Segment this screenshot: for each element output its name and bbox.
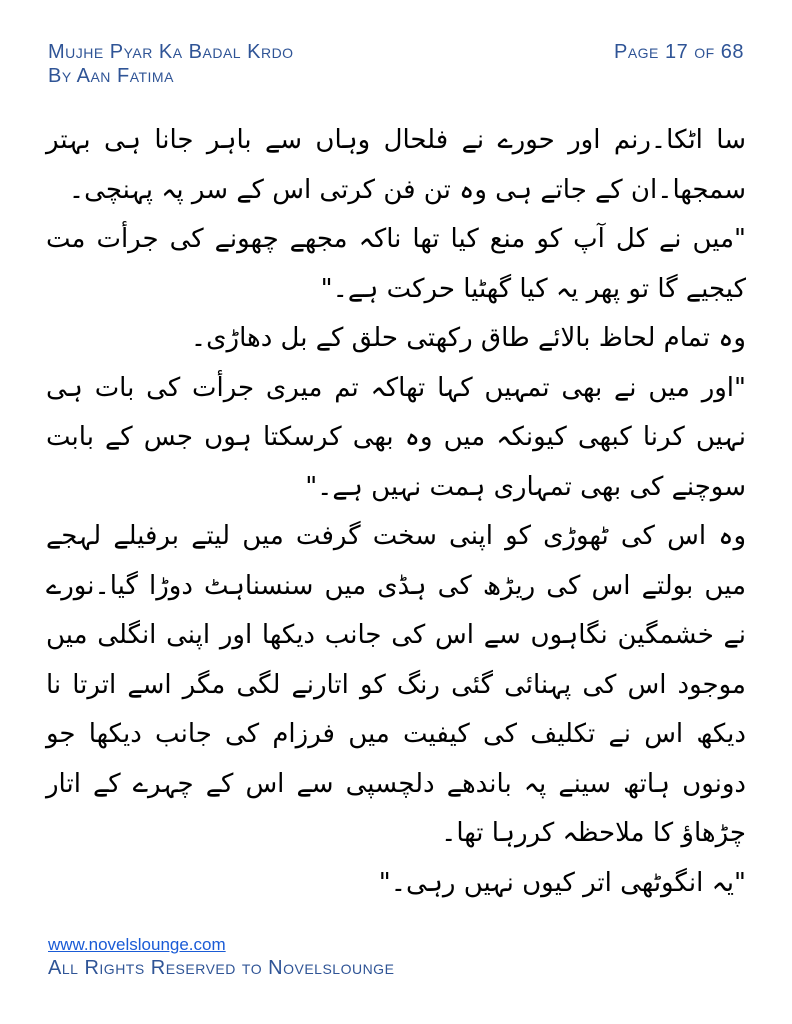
paragraph: وہ اس کی ٹھوڑی کو اپنی سخت گرفت میں لیتے برفیلے لہجے میں بولتے اس کی ریڑھ کی ہڈی میں سنسناہٹ دوڑا گیا۔نورے نے خشمگین نگاہوں سے اس کی جانب دیکھا اور اپنی انگلی میں موجود اس کی پہنائی گئی رنگ کو اتارنے لگی مگر اسے اترتا نا دیکھ اس نے تکلیف کی کیفیت میں فرزام کی جانب دیکھا جو دونوں ہاتھ سینے پہ باندھے دلچسپی سے اس کے چہرے کے اتار چڑھاؤ کا ملاحظہ کررہا تھا۔ <box>46 521 746 848</box>
book-header <box>48 40 294 88</box>
novel-body-text <box>46 116 746 908</box>
paragraph: "یہ انگوٹھی اتر کیوں نہیں رہی۔" <box>378 867 746 898</box>
paragraph: "میں نے کل آپ کو منع کیا تھا ناکہ مجھے چھونے کی جرأت مت کیجیے گا تو پھر یہ کیا گھٹیا حرکت ہے۔" <box>46 224 746 304</box>
rights-notice: All Rights Reserved to Novelslounge <box>48 957 395 979</box>
paragraph: "اور میں نے بھی تمہیں کہا تھاکہ تم میری جرأت کی بات ہی نہیں کرنا کبھی کیونکہ میں وہ بھی کرسکتا ہوں جس کے بابت سوچنے کی بھی تمہاری ہمت نہیں ہے۔" <box>46 372 746 502</box>
paragraph: وہ تمام لحاظ بالائے طاق رکھتی حلق کے بل دھاڑی۔ <box>190 323 746 353</box>
website-link[interactable]: www.novelslounge.com <box>48 935 226 954</box>
paragraph: سا اٹکا۔رنم اور حورے نے فلحال وہاں سے باہر جانا ہی بہتر سمجھا۔ان کے جاتے ہی وہ تن فن کرتی اس کے سر پہ پہنچی۔ <box>46 125 746 205</box>
page-footer <box>48 934 394 980</box>
page-number: Page 17 of 68 <box>613 41 744 63</box>
book-author: By Aan Fatima <box>48 65 174 87</box>
book-title: Mujhe Pyar Ka Badal Krdo <box>48 41 294 63</box>
